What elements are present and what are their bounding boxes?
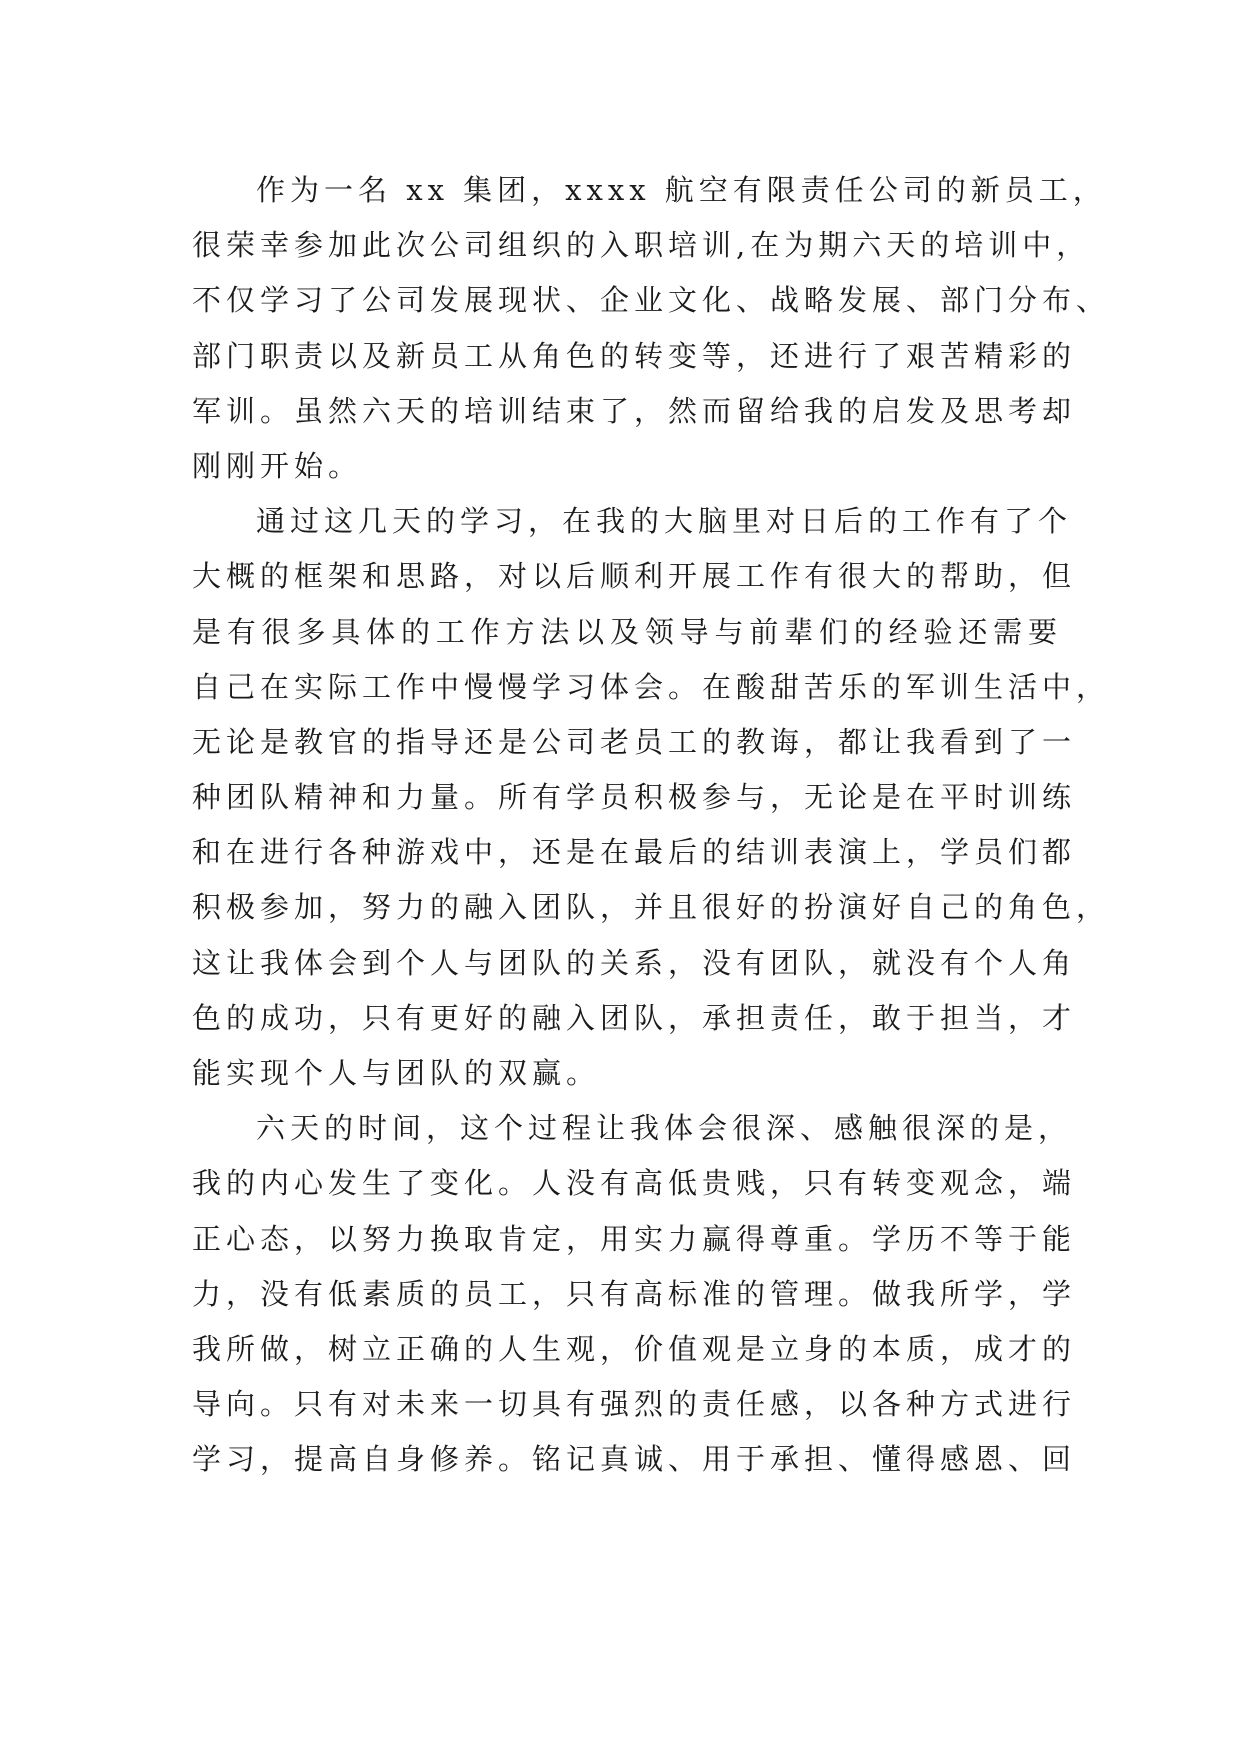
paragraph-line: 不仅学习了公司发展现状、企业文化、战略发展、部门分布、 [192, 283, 1111, 318]
paragraph-line: 自己在实际工作中慢慢学习体会。在酸甜苦乐的军训生活中， [192, 669, 1111, 704]
paragraph-line: 部门职责以及新员工从角色的转变等，还进行了艰苦精彩的 [192, 338, 1077, 373]
paragraph-line: 是有很多具体的工作方法以及领导与前辈们的经验还需要 [192, 614, 1062, 649]
paragraph-3 [192, 1101, 1077, 1487]
paragraph-line: 无论是教官的指导还是公司老员工的教诲，都让我看到了一 [192, 724, 1077, 759]
paragraph-line: 军训。虽然六天的培训结束了，然而留给我的启发及思考却 [192, 393, 1077, 428]
paragraph-line: 很荣幸参加此次公司组织的入职培训,在为期六天的培训中， [192, 228, 1091, 263]
paragraph-line: 学习，提高自身修养。铭记真诚、用于承担、懂得感恩、回 [192, 1442, 1077, 1477]
paragraph-line: 色的成功，只有更好的融入团队，承担责任，敢于担当，才 [192, 1000, 1077, 1035]
paragraph-line: 正心态，以努力换取肯定，用实力赢得尊重。学历不等于能 [192, 1221, 1077, 1256]
paragraph-line: 通过这几天的学习，在我的大脑里对日后的工作有了个 [256, 504, 1073, 539]
paragraph-line: 六天的时间，这个过程让我体会很深、感触很深的是， [256, 1111, 1073, 1146]
paragraph-line: 积极参加，努力的融入团队，并且很好的扮演好自己的角色， [192, 890, 1111, 925]
paragraph-2 [192, 494, 1111, 1101]
document-body [192, 163, 1111, 1488]
paragraph-line: 我的内心发生了变化。人没有高低贵贱，只有转变观念，端 [192, 1166, 1077, 1201]
paragraph-1 [192, 163, 1111, 494]
paragraph-line: 作为一名 xx 集团，xxxx 航空有限责任公司的新员工， [256, 173, 1107, 207]
paragraph-line: 能实现个人与团队的双赢。 [192, 1056, 601, 1090]
paragraph-line: 刚刚开始。 [192, 448, 363, 483]
paragraph-line: 大概的框架和思路，对以后顺利开展工作有很大的帮助，但 [192, 559, 1077, 594]
paragraph-line: 导向。只有对未来一切具有强烈的责任感，以各种方式进行 [192, 1387, 1077, 1422]
paragraph-line: 这让我体会到个人与团队的关系，没有团队，就没有个人角 [192, 945, 1077, 980]
paragraph-line: 我所做，树立正确的人生观，价值观是立身的本质，成才的 [192, 1331, 1077, 1366]
paragraph-line: 力，没有低素质的员工，只有高标准的管理。做我所学，学 [192, 1276, 1077, 1311]
paragraph-line: 和在进行各种游戏中，还是在最后的结训表演上，学员们都 [192, 835, 1077, 870]
paragraph-line: 种团队精神和力量。所有学员积极参与，无论是在平时训练 [192, 780, 1077, 815]
